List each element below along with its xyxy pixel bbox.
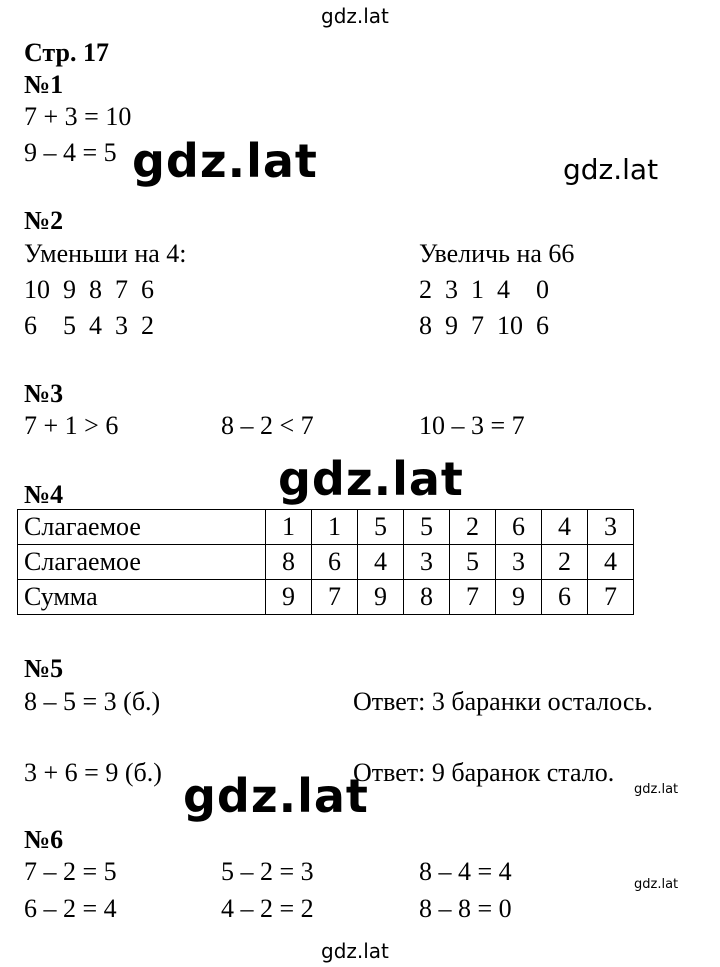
task2-right-row-2: 8 9 7 10 6 [419,311,549,340]
task6-row1-item-1: 7 – 2 = 5 [24,857,117,886]
row-label: Слагаемое [18,545,266,580]
table-cell: 6 [312,545,358,580]
row-label: Сумма [18,580,266,615]
task6-heading: №6 [24,825,64,854]
table-cell: 7 [588,580,634,615]
watermark-right-1: gdz.lat [563,153,659,186]
task2-left-row-1: 10 9 8 7 6 [24,275,154,304]
task6-row1-item-2: 5 – 2 = 3 [221,857,314,886]
task6-row2-item-2: 4 – 2 = 2 [221,894,314,923]
table-cell: 9 [358,580,404,615]
watermark-small-1: gdz.lat [634,782,679,797]
task5-heading: №5 [24,654,64,683]
table-cell: 4 [358,545,404,580]
table-cell: 1 [266,510,312,545]
table-cell: 1 [312,510,358,545]
table-cell: 3 [496,545,542,580]
table-cell: 3 [588,510,634,545]
table-cell: 2 [450,510,496,545]
table-cell: 5 [358,510,404,545]
table-cell: 9 [266,580,312,615]
task2-left-row-2: 6 5 4 3 2 [24,311,154,340]
watermark-bottom: gdz.lat [321,939,389,963]
table-row [18,510,634,545]
table-cell: 6 [496,510,542,545]
watermark-top: gdz.lat [321,4,389,28]
table-row [18,545,634,580]
watermark-small-2: gdz.lat [634,877,679,892]
task3-item-3: 10 – 3 = 7 [419,411,525,440]
table-cell: 5 [450,545,496,580]
table-cell: 4 [542,510,588,545]
addition-table [17,509,634,615]
table-cell: 7 [312,580,358,615]
task5-answer-2: Ответ: 9 баранок стало. [353,758,615,787]
task2-right-row-1: 2 3 1 4 0 [419,275,549,304]
table-cell: 8 [266,545,312,580]
table-cell: 2 [542,545,588,580]
row-label: Слагаемое [18,510,266,545]
task5-equation-2: 3 + 6 = 9 (б.) [24,758,162,787]
task3-item-1: 7 + 1 > 6 [24,411,119,440]
table-cell: 9 [496,580,542,615]
task1-line-1: 7 + 3 = 10 [24,102,132,131]
table-cell: 6 [542,580,588,615]
task2-left-title: Уменьши на 4: [24,239,187,268]
task5-answer-1: Ответ: 3 баранки осталось. [353,687,653,716]
task6-row2-item-3: 8 – 8 = 0 [419,894,512,923]
table-cell: 3 [404,545,450,580]
task3-heading: №3 [24,379,64,408]
watermark-large-3: gdz.lat [183,769,369,823]
task2-right-title: Увеличь на 66 [419,239,575,268]
task1-heading: №1 [24,70,64,99]
task5-equation-1: 8 – 5 = 3 (б.) [24,687,161,716]
task1-line-2: 9 – 4 = 5 [24,138,117,167]
task4-heading: №4 [24,480,64,509]
page-title: Стр. 17 [24,38,109,67]
task6-row1-item-3: 8 – 4 = 4 [419,857,512,886]
watermark-large-1: gdz.lat [132,134,318,188]
table-cell: 8 [404,580,450,615]
table-row [18,580,634,615]
task3-item-2: 8 – 2 < 7 [221,411,314,440]
table-cell: 4 [588,545,634,580]
task6-row2-item-1: 6 – 2 = 4 [24,894,117,923]
table-cell: 5 [404,510,450,545]
watermark-large-2: gdz.lat [278,452,464,506]
table-cell: 7 [450,580,496,615]
task2-heading: №2 [24,206,64,235]
